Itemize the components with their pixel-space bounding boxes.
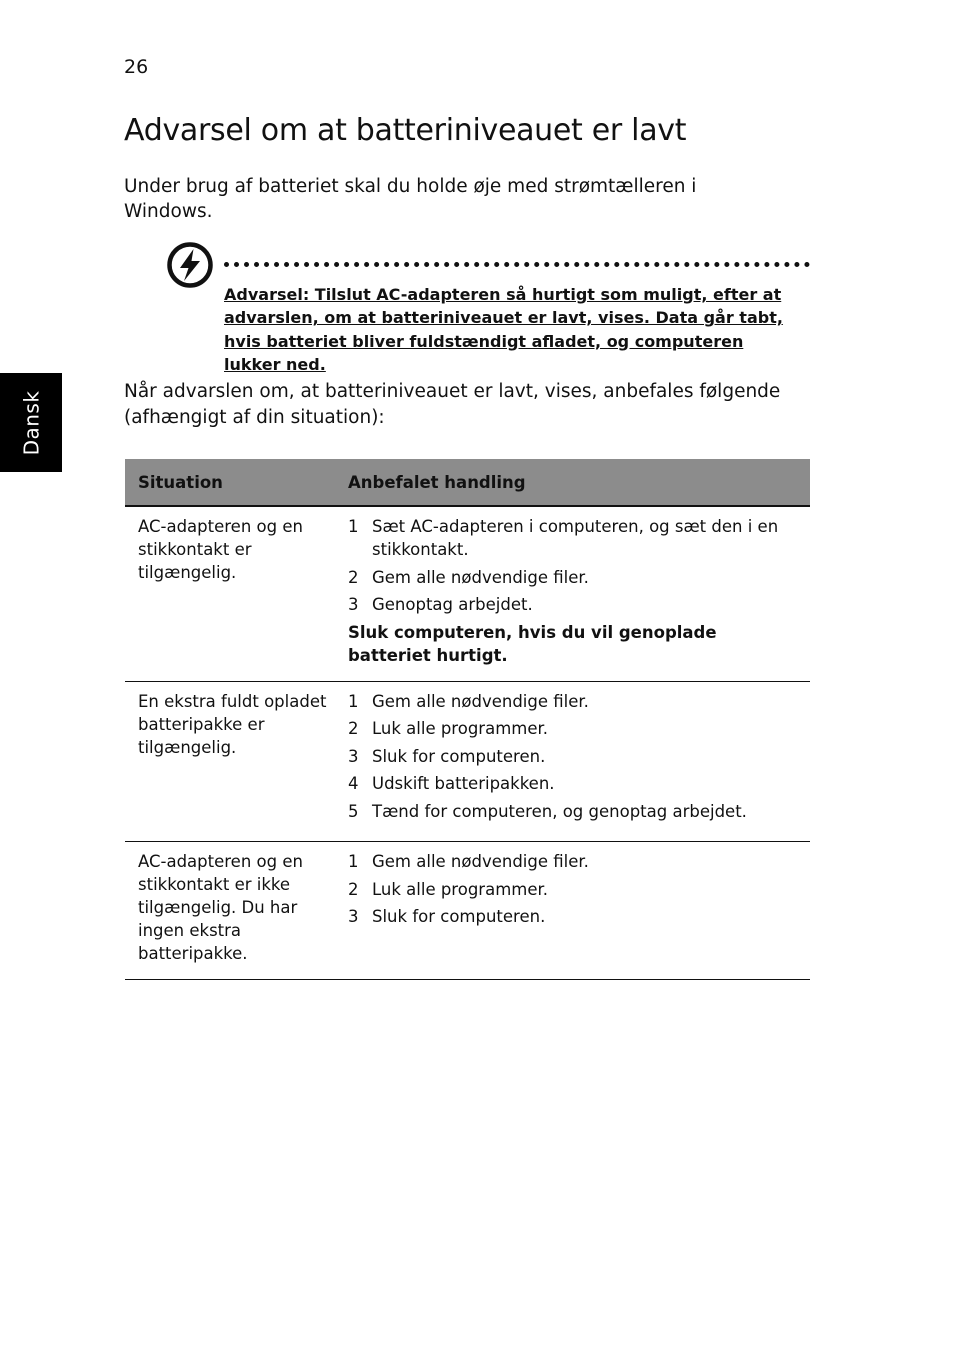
step-number: 2 <box>348 879 359 899</box>
step-number: 3 <box>348 595 359 614</box>
step-item <box>348 745 800 768</box>
step-text: Sluk for computeren. <box>372 746 546 766</box>
warning-text: Advarsel: Tilslut AC-adapteren så hurtigt som muligt, efter at advarslen, om at batteriniveauet er lavt, vises. Data går tabt, hvis batteriet bliver fuldstændigt afladet, og computeren lukker ned. <box>224 285 783 374</box>
recommendations-table <box>125 459 810 980</box>
step-number: 2 <box>348 719 359 738</box>
situation-cell: AC-adapteren og en stikkontakt er ikke tilgængelig. Du har ingen ekstra batteripakke. <box>125 842 335 980</box>
lead-paragraph: Når advarslen om, at batteriniveauet er lavt, vises, anbefales følgende (afhængigt af din situation): <box>124 381 781 428</box>
table-header-row <box>125 459 810 506</box>
step-item <box>348 850 800 873</box>
header-action: Anbefalet handling <box>335 459 810 506</box>
step-text: Sluk for computeren. <box>372 907 546 926</box>
table-row <box>125 842 810 980</box>
situation-cell: En ekstra fuldt opladet batteripakke er tilgængelig. <box>125 681 335 842</box>
situation-cell: AC-adapteren og en stikkontakt er tilgængelig. <box>125 506 335 681</box>
warning-dotted-divider <box>224 262 810 267</box>
step-text: Luk alle programmer. <box>372 879 549 899</box>
intro-paragraph: Under brug af batteriet skal du holde øje med strømtælleren i Windows. <box>124 176 697 222</box>
step-item <box>348 905 800 928</box>
step-item <box>348 717 800 740</box>
steps-list <box>348 690 800 823</box>
table-row <box>125 506 810 681</box>
step-text: Gem alle nødvendige filer. <box>372 852 589 871</box>
step-text: Sæt AC-adapteren i computeren, og sæt den i en stikkontakt. <box>372 517 779 559</box>
warning-lightning-icon <box>166 241 214 289</box>
page-title: Advarsel om at batteriniveauet er lavt <box>124 113 687 148</box>
step-number: 1 <box>348 691 359 711</box>
step-text: Luk alle programmer. <box>372 719 549 738</box>
action-cell <box>335 842 810 980</box>
step-text: Gem alle nødvendige filer. <box>372 567 589 587</box>
step-number: 4 <box>348 774 359 793</box>
language-side-tab <box>0 373 62 472</box>
step-item <box>348 878 800 901</box>
side-tab-label: Dansk <box>19 390 43 455</box>
step-text: Genoptag arbejdet. <box>372 595 533 614</box>
action-cell <box>335 681 810 842</box>
table-body <box>125 506 810 980</box>
step-number: 1 <box>348 517 359 536</box>
step-item <box>348 593 800 616</box>
page-number: 26 <box>124 56 149 78</box>
step-number: 1 <box>348 852 359 871</box>
step-item <box>348 566 800 589</box>
step-item <box>348 690 800 713</box>
action-cell <box>335 506 810 681</box>
step-number: 5 <box>348 801 359 821</box>
step-item <box>348 800 800 823</box>
step-item <box>348 772 800 795</box>
step-text: Tænd for computeren, og genoptag arbejdet. <box>372 801 747 821</box>
step-number: 3 <box>348 746 359 766</box>
step-text: Udskift batteripakken. <box>372 774 555 793</box>
recharge-note: Sluk computeren, hvis du vil genoplade batteriet hurtigt. <box>348 622 717 665</box>
steps-list <box>348 515 800 616</box>
header-situation: Situation <box>125 459 335 506</box>
step-text: Gem alle nødvendige filer. <box>372 691 589 711</box>
step-item <box>348 515 800 561</box>
table-row <box>125 681 810 842</box>
step-number: 2 <box>348 567 359 587</box>
steps-list <box>348 850 800 928</box>
step-number: 3 <box>348 907 359 926</box>
